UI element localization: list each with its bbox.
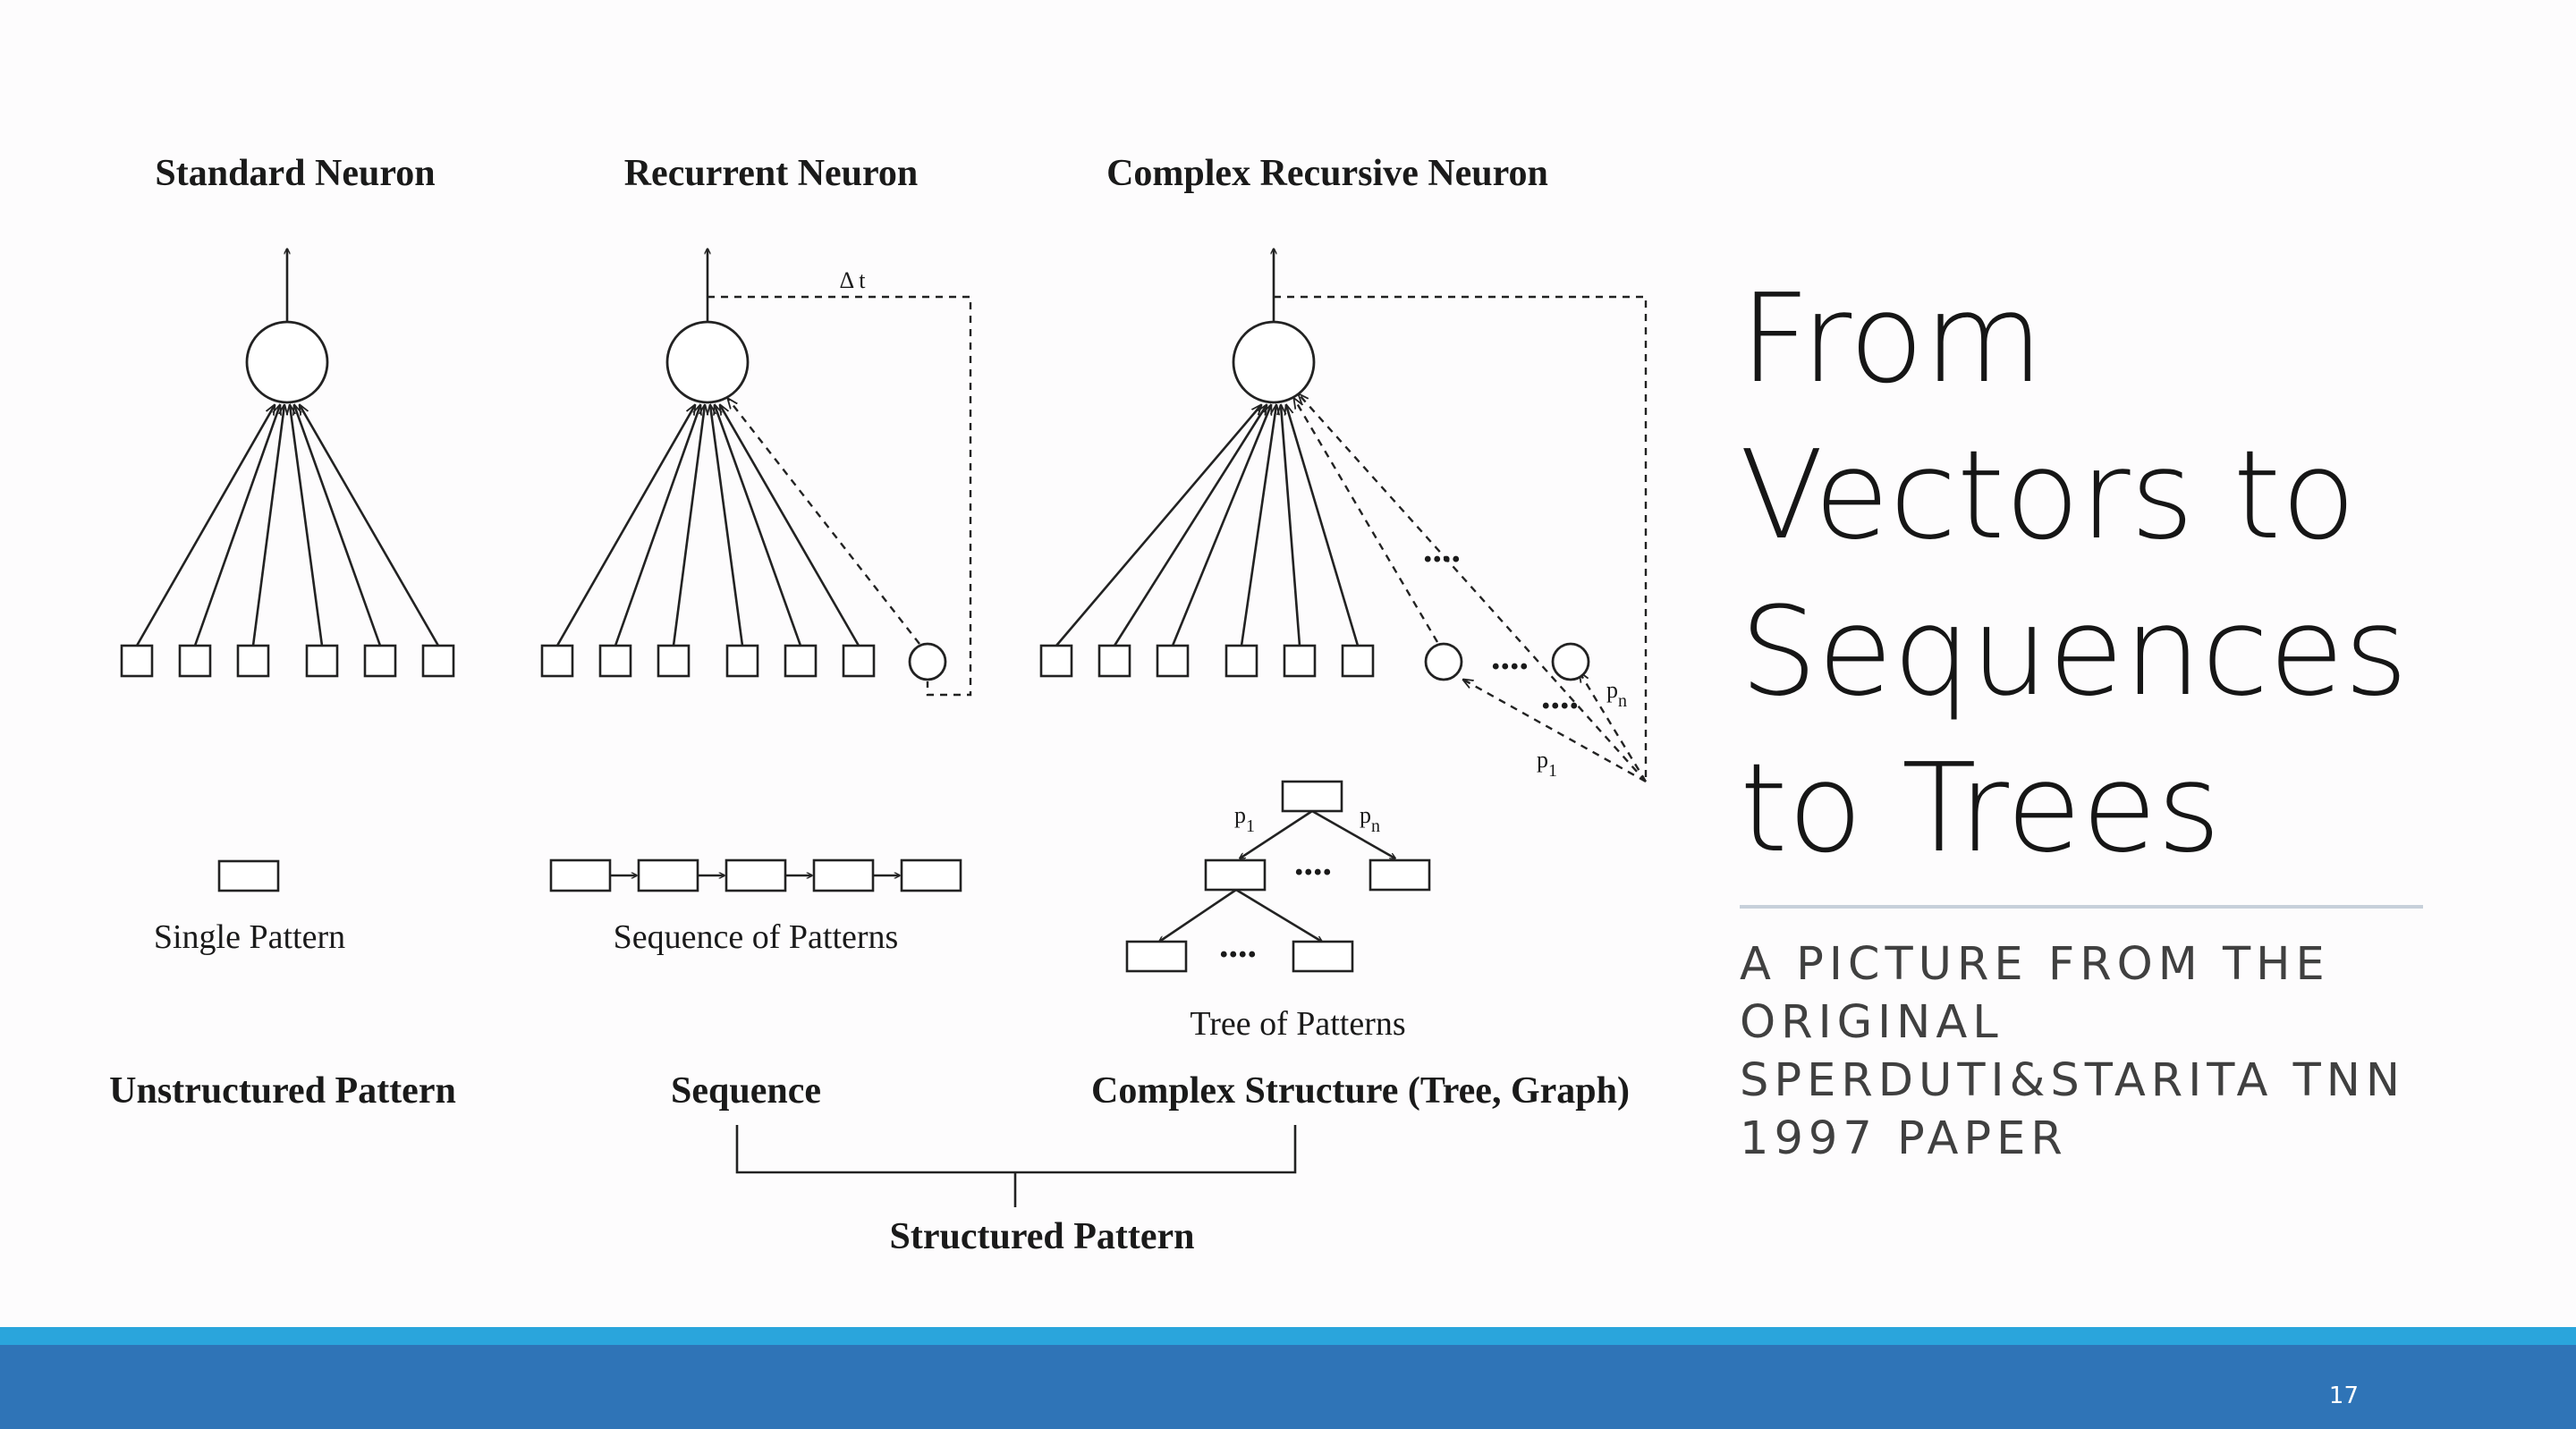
structured-pattern-bracket xyxy=(737,1125,1295,1207)
context-unit-1 xyxy=(1426,644,1462,680)
slide-subtitle xyxy=(1740,935,2455,1168)
p1-label: $p_1$ xyxy=(1537,747,1557,781)
sequence-caption: Sequence of Patterns xyxy=(613,918,899,956)
context-unit-n xyxy=(1553,644,1589,680)
slide-title xyxy=(1740,261,2455,887)
complex-recursive-neuron xyxy=(1041,249,1646,782)
footer-accent-bar xyxy=(0,1327,2576,1345)
title-line: Sequences xyxy=(1740,581,2409,723)
ellipsis: .... xyxy=(1294,842,1332,884)
subtitle-line: ORIGINAL xyxy=(1740,996,2004,1049)
delta-t-label: Δ t xyxy=(839,267,866,293)
tree-pn-label: $p_n$ xyxy=(1360,802,1380,836)
recurrent-context-unit xyxy=(910,644,945,680)
structured-pattern-label: Structured Pattern xyxy=(889,1216,1195,1257)
subtitle-line: 1997 PAPER xyxy=(1740,1112,2068,1165)
complex-recursive-neuron-title: Complex Recursive Neuron xyxy=(1106,153,1548,194)
ellipsis: .... xyxy=(1541,676,1579,717)
unstructured-pattern-label: Unstructured Pattern xyxy=(109,1070,456,1112)
ellipsis: .... xyxy=(1219,925,1257,966)
ellipsis: .... xyxy=(1491,637,1529,678)
standard-neuron-unit xyxy=(247,322,327,402)
title-line: From xyxy=(1740,268,2044,410)
complex-recursive-neuron-unit xyxy=(1233,322,1314,402)
recurrent-neuron-unit xyxy=(667,322,748,402)
single-pattern xyxy=(154,861,345,956)
sequence-label: Sequence xyxy=(671,1070,821,1112)
pn-label: $p_n$ xyxy=(1606,677,1627,711)
standard-neuron-title: Standard Neuron xyxy=(155,153,436,194)
tree-caption: Tree of Patterns xyxy=(1190,1005,1406,1043)
subtitle-line: A PICTURE FROM THE xyxy=(1740,938,2330,991)
recurrent-neuron xyxy=(542,249,970,695)
subtitle-line: SPERDUTI&STARITA TNN xyxy=(1740,1054,2406,1107)
title-divider xyxy=(1740,905,2423,909)
title-line: to Trees xyxy=(1740,738,2221,880)
recurrent-neuron-title: Recurrent Neuron xyxy=(623,153,919,194)
title-line: Vectors to xyxy=(1740,425,2357,567)
single-pattern-caption: Single Pattern xyxy=(153,918,346,956)
sequence-of-patterns xyxy=(551,860,961,956)
tree-p1-label: $p_1$ xyxy=(1234,802,1255,836)
tree-of-patterns xyxy=(1127,782,1429,1043)
footer-bar xyxy=(0,1345,2576,1429)
complex-structure-label: Complex Structure (Tree, Graph) xyxy=(1091,1070,1630,1112)
standard-neuron xyxy=(122,249,453,676)
ellipsis: .... xyxy=(1423,529,1461,571)
page-number: 17 xyxy=(2328,1382,2359,1409)
